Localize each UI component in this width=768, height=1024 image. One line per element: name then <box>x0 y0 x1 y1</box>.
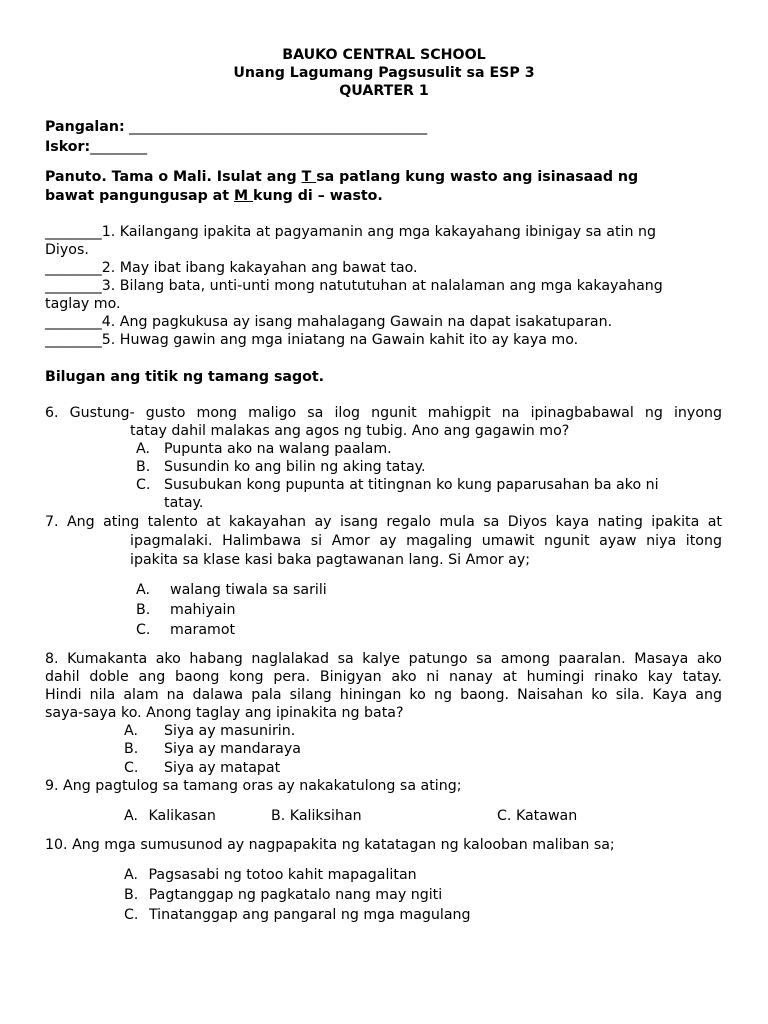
q6-choice-c: C. <box>136 477 151 493</box>
q8-choice-b-text: Siya ay mandaraya <box>164 741 301 757</box>
school-name: BAUKO CENTRAL SCHOOL <box>282 47 486 63</box>
q7-choice-b: B. <box>136 602 151 618</box>
score-row <box>45 138 147 156</box>
q7-text-line3: ipakita sa klase kasi baka pagtawanan lang. Si Amor ay; <box>130 552 530 568</box>
name-blank: __________________________________________ <box>129 119 428 135</box>
q9-choice-a: A. Kalikasan <box>124 808 216 824</box>
q7-text-line1: 7. Ang ating talento at kakayahan ay isang regalo mula sa Diyos kaya nating ipakita at <box>45 514 722 530</box>
q6-choice-b: B. <box>136 459 151 475</box>
q9-text-line1: 9. Ang pagtulog sa tamang oras ay nakakatulong sa ating; <box>45 778 462 794</box>
q9-choice-b: B. Kaliksihan <box>271 808 362 824</box>
q6-choice-b-text: Susundin ko ang bilin ng aking tatay. <box>164 459 426 475</box>
name-label: Pangalan: <box>45 119 125 135</box>
q6-text-line1: 6. Gustung- gusto mong maligo sa ilog ngunit mahigpit na ipinagbabawal ng inyong <box>45 405 722 421</box>
part1-instruction-line2: bawat pangungusap at M kung di – wasto. <box>45 188 383 204</box>
tf-item-3: ________3. Bilang bata, unti-unti mong natututuhan at nalalaman ang mga kakayahang <box>45 278 663 294</box>
q10-choice-b: B. Pagtanggap ng pagkatalo nang may ngiti <box>124 887 443 903</box>
part1-instruction-line1: Panuto. Tama o Mali. Isulat ang T sa patlang kung wasto ang isinasaad ng <box>45 169 639 185</box>
q6-choice-c-cont: tatay. <box>164 495 204 511</box>
exam-title: Unang Lagumang Pagsusulit sa ESP 3 <box>233 65 535 81</box>
q7-choice-c: C. <box>136 622 151 638</box>
q8-choice-c: C. <box>124 760 139 776</box>
q9-choice-c: C. Katawan <box>497 808 578 824</box>
q7-choice-c-text: maramot <box>170 622 236 638</box>
q10-choice-c: C. Tinatanggap ang pangaral ng mga magulang <box>124 907 471 923</box>
q6-choice-c-text: Susubukan kong pupunta at titingnan ko kung paparusahan ba ako ni <box>164 477 659 493</box>
q8-choice-c-text: Siya ay matapat <box>164 760 281 776</box>
q7-text-line2: ipagmalaki. Halimbawa si Amor ay magaling umawit ngunit ayaw niya itong <box>130 533 722 549</box>
q8-text-line2: dahil doble ang baong kong pera. Binigyan ako ni nanay at humingi rinako kay tatay. <box>45 669 722 685</box>
tf-item-1-cont: Diyos. <box>45 242 89 258</box>
q7-choice-a: A. <box>136 582 150 598</box>
q6-choice-a: A. <box>136 441 150 457</box>
score-label: Iskor: <box>45 139 91 155</box>
q8-text-line1: 8. Kumakanta ako habang naglalakad sa kalye patungo sa among paaralan. Masaya ako <box>45 651 722 667</box>
q8-choice-b: B. <box>124 741 139 757</box>
q6-choice-a-text: Pupunta ako na walang paalam. <box>164 441 392 457</box>
tf-item-3-cont: taglay mo. <box>45 296 121 312</box>
part2-instruction: Bilugan ang titik ng tamang sagot. <box>45 369 325 385</box>
q7-choice-b-text: mahiyain <box>170 602 236 618</box>
letter-t: T <box>301 169 317 185</box>
q7-choice-a-text: walang tiwala sa sarili <box>170 582 327 598</box>
letter-m: M <box>233 188 254 204</box>
quarter-label: QUARTER 1 <box>339 83 429 99</box>
q8-text-line3: Hindi nila alam na dalawa pala silang hiningan ko ng baong. Naisahan ko sila. Kaya ang <box>45 687 722 703</box>
tf-item-2: ________2. May ibat ibang kakayahan ang bawat tao. <box>45 260 418 276</box>
q8-choice-a-text: Siya ay masunirin. <box>164 723 296 739</box>
q10-choice-a: A. Pagsasabi ng totoo kahit mapagalitan <box>124 867 417 883</box>
q6-text-line2: tatay dahil malakas ang agos ng tubig. Ano ang gagawin mo? <box>130 423 570 439</box>
q10-text-line1: 10. Ang mga sumusunod ay nagpapakita ng katatagan ng kalooban maliban sa; <box>45 837 615 853</box>
tf-item-1: ________1. Kailangang ipakita at pagyamanin ang mga kakayahang ibinigay sa atin ng <box>45 224 656 240</box>
name-row <box>45 118 427 136</box>
q8-text-line4: saya-saya ko. Anong taglay ang ipinakita ng bata? <box>45 705 404 721</box>
q8-choice-a: A. <box>124 723 138 739</box>
tf-item-5: ________5. Huwag gawin ang mga iniatang na Gawain kahit ito ay kaya mo. <box>45 332 579 348</box>
tf-item-4: ________4. Ang pagkukusa ay isang mahalagang Gawain na dapat isakatuparan. <box>45 314 613 330</box>
score-blank: ________ <box>90 139 147 155</box>
